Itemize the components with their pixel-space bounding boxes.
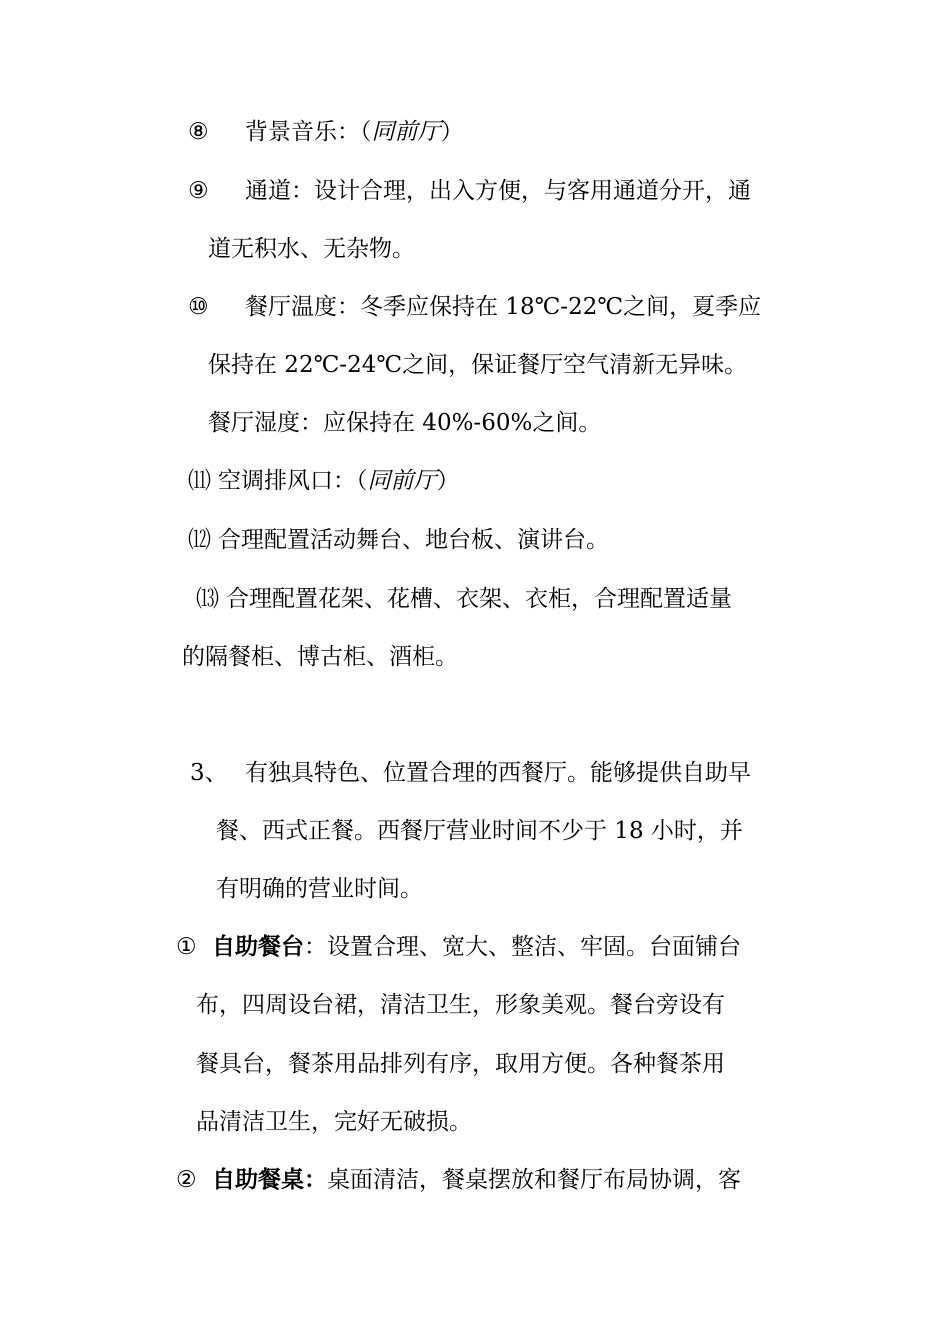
item-13-continuation: 的隔餐柜、博古柜、酒柜。 — [182, 644, 458, 670]
subitem-title: 自助餐桌： — [212, 1166, 327, 1193]
item-close: ） — [440, 119, 464, 145]
section-text-line: 有独具特色、位置合理的西餐厅。能够提供自助早 — [245, 760, 751, 786]
item-11 — [188, 466, 460, 496]
item-8 — [188, 117, 464, 147]
subitem-2 — [176, 1165, 741, 1195]
item-text-line: 通道：设计合理，出入方便，与客用通道分开，通 — [245, 178, 751, 204]
item-reference: 同前厅 — [367, 468, 437, 494]
subitem-1-line-4: 品清洁卫生，完好无破损。 — [196, 1109, 472, 1135]
item-10-continuation: 保持在 22℃-24℃之间，保证餐厅空气清新无异味。 — [208, 352, 748, 378]
item-label: 空调排风口：（ — [218, 468, 368, 494]
item-12 — [188, 525, 609, 555]
section-number: 3、 — [190, 760, 228, 786]
subitem-1-line-2: 布，四周设台裙，清洁卫生，形象美观。餐台旁设有 — [196, 992, 725, 1018]
section-3-line-2: 餐、西式正餐。西餐厅营业时间不少于 18 小时，并 — [216, 818, 743, 844]
subitem-1 — [176, 932, 741, 962]
item-number: ⒀ — [196, 586, 219, 612]
item-number: ⑩ — [188, 294, 209, 320]
item-reference: 同前厅 — [371, 119, 441, 145]
item-13 — [196, 584, 732, 614]
item-9 — [188, 176, 751, 206]
item-label: 背景音乐：（ — [245, 119, 372, 145]
subitem-text-line: 桌面清洁，餐桌摆放和餐厅布局协调，客 — [327, 1167, 741, 1193]
item-text-line: 合理配置活动舞台、地台板、演讲台。 — [218, 527, 609, 553]
item-10-humidity: 餐厅湿度：应保持在 40%-60%之间。 — [208, 410, 602, 436]
subitem-title: 自助餐台 — [212, 933, 304, 960]
item-10 — [188, 292, 761, 322]
subitem-number: ② — [176, 1167, 197, 1193]
item-number: ⑧ — [188, 119, 209, 145]
subitem-text-line: ：设置合理、宽大、整洁、牢固。台面铺台 — [304, 934, 741, 960]
item-number: ⑾ — [188, 468, 211, 494]
item-number: ⑨ — [188, 178, 209, 204]
section-3 — [190, 758, 751, 788]
subitem-1-line-3: 餐具台，餐茶用品排列有序，取用方便。各种餐茶用 — [196, 1051, 725, 1077]
item-text-line: 餐厅温度：冬季应保持在 18℃-22℃之间，夏季应 — [245, 294, 762, 320]
section-3-line-3: 有明确的营业时间。 — [216, 876, 423, 902]
item-close: ） — [436, 468, 460, 494]
subitem-number: ① — [176, 934, 197, 960]
item-number: ⑿ — [188, 527, 211, 553]
item-text-line: 合理配置花架、花槽、衣架、衣柜，合理配置适量 — [226, 586, 732, 612]
item-9-continuation: 道无积水、无杂物。 — [208, 236, 415, 262]
